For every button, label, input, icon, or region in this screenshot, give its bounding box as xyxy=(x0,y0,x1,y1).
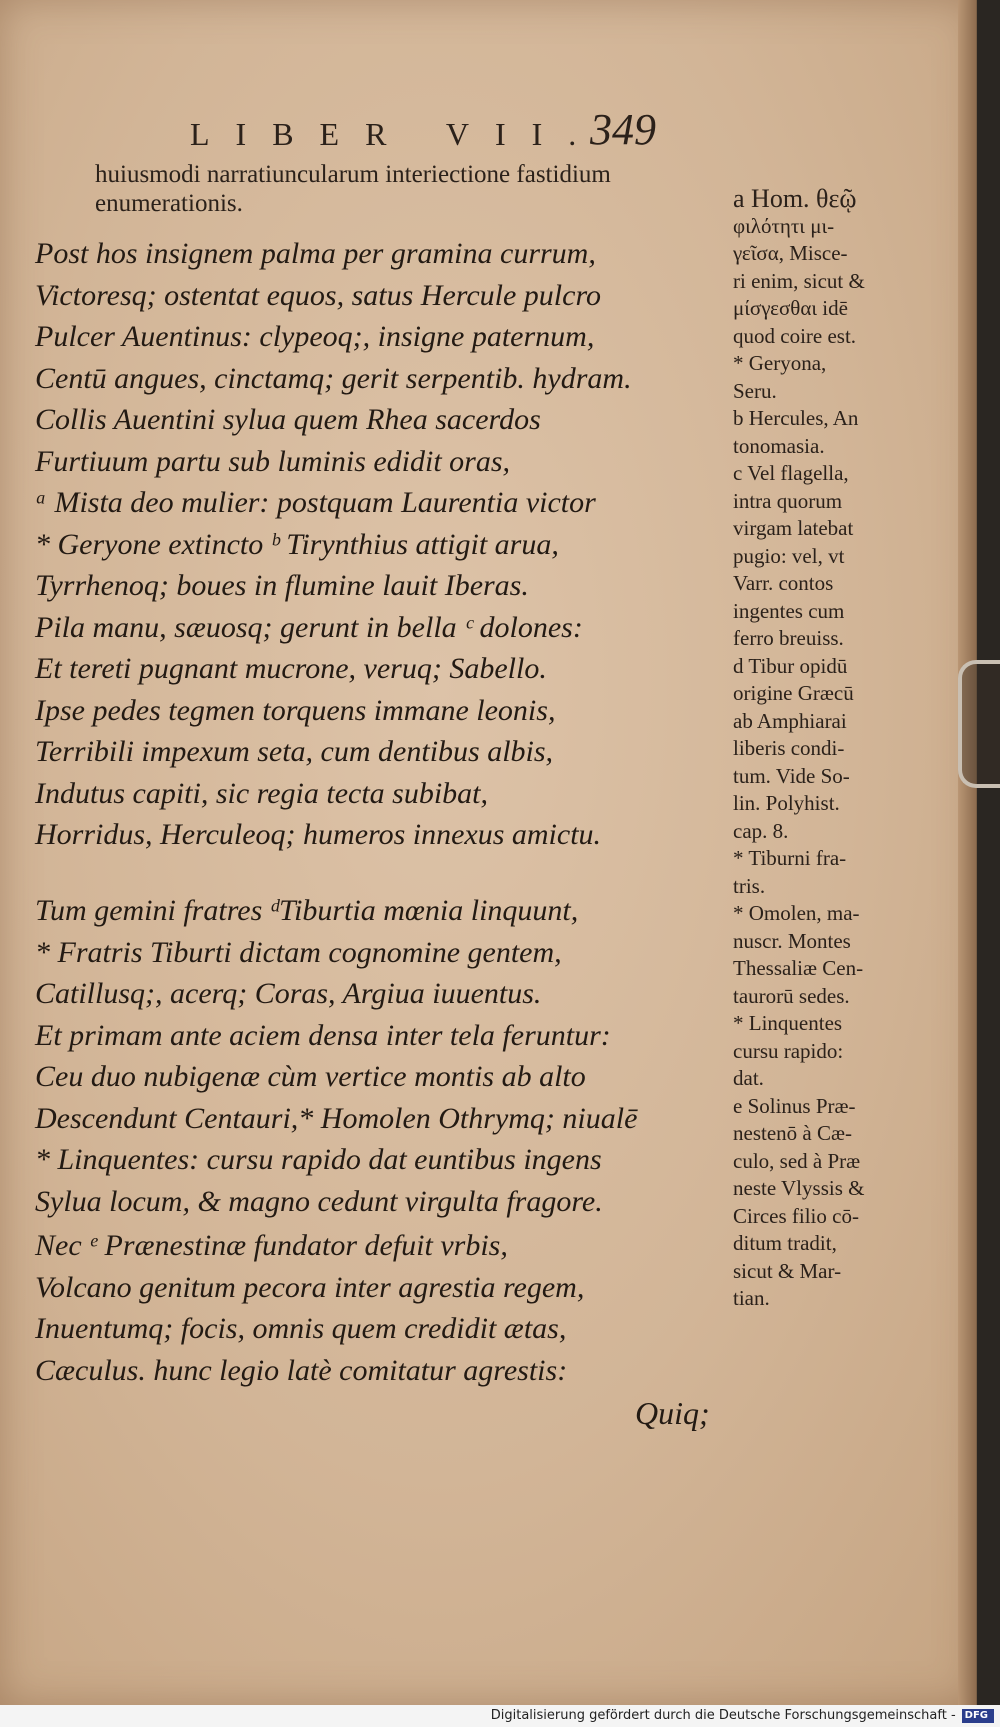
verse-line: Indutus capiti, sic regia tecta subibat, xyxy=(35,776,489,810)
verse-section-caeculus xyxy=(35,1225,735,1391)
marginal-note: intra quorum xyxy=(733,488,843,513)
dfg-logo: DFG xyxy=(962,1709,994,1723)
marginal-note: Varr. contos xyxy=(733,571,834,595)
catchword: Quiq; xyxy=(635,1395,710,1431)
intro-prose xyxy=(95,160,705,218)
marginal-note: * Omolen, ma- xyxy=(733,901,860,925)
marginal-note: * Geryona, xyxy=(733,351,827,375)
verse-line: Horridus, Herculeoq; humeros innexus amictu. xyxy=(35,818,602,851)
marginal-note: a Hom. θεῷ xyxy=(733,184,857,213)
verse-line: Catillusq;, acerq; Coras, Argiua iuuentus. xyxy=(35,977,542,1010)
verse-line: Pulcer Auentinus: clypeoq;, insigne paternum, xyxy=(35,320,595,353)
marginal-note: e Solinus Præ- xyxy=(733,1093,856,1118)
verse-line: * Fratris Tiburti dictam cognomine gentem, xyxy=(35,935,562,969)
verse-line: Et primam ante aciem densa inter tela feruntur: xyxy=(35,1018,611,1052)
verse-line: Ipse pedes tegmen torquens immane leonis, xyxy=(35,693,556,727)
marginal-note: tum. Vide So- xyxy=(733,763,850,788)
marginal-note: * Linquentes xyxy=(733,1011,843,1035)
verse-line: Collis Auentini sylua quem Rhea sacerdos xyxy=(35,403,541,436)
marginal-note: ditum tradit, xyxy=(733,1231,837,1255)
verse-line: Post hos insignem palma per gramina currum, xyxy=(35,237,596,270)
marginal-note: Circes filio cō- xyxy=(733,1203,859,1228)
verse-line: Ceu duo nubigenæ cùm vertice montis ab alto xyxy=(35,1060,586,1093)
marginal-note: pugio: vel, vt xyxy=(733,543,845,568)
marginal-note: φιλότητι μι- xyxy=(733,213,835,238)
marginal-note: c Vel flagella, xyxy=(733,461,849,485)
marginal-note: cursu rapido: xyxy=(733,1038,844,1063)
verse-line: Terribili impexum seta, cum dentibus albis, xyxy=(35,735,554,768)
marginal-note: tian. xyxy=(733,1286,770,1310)
marginal-note: ferro breuiss. xyxy=(733,626,844,650)
marginal-note: Thessaliæ Cen- xyxy=(733,956,864,980)
verse-line: Inuentumq; focis, omnis quem credidit ætas, xyxy=(35,1312,567,1345)
digitization-footer xyxy=(0,1705,1000,1727)
marginal-note: ri enim, sicut & xyxy=(733,268,865,293)
marginal-note: nuscr. Montes xyxy=(733,928,851,953)
marginal-note: tonomasia. xyxy=(733,433,825,458)
verse-line: Descendunt Centauri,* Homolen Othrymq; niualē xyxy=(35,1101,638,1135)
marginal-note: origine Græcū xyxy=(733,681,854,705)
verse-line: Sylua locum, & magno cedunt virgulta fragore. xyxy=(35,1184,603,1218)
verse-line: Et tereti pugnant mucrone, veruq; Sabello. xyxy=(35,652,547,685)
marginal-note: quod coire est. xyxy=(733,323,857,348)
marginal-note: ab Amphiarai xyxy=(733,708,847,733)
marginal-note: b Hercules, An xyxy=(733,406,859,430)
book-spine xyxy=(958,0,976,1705)
marginal-note: ingentes cum xyxy=(733,598,845,623)
page-header xyxy=(190,105,740,160)
verse-line: Victoresq; ostentat equos, satus Hercule pulcro xyxy=(35,278,602,312)
marginal-note: sicut & Mar- xyxy=(733,1258,842,1283)
marginal-note: γεῖσα, Misce- xyxy=(733,241,848,265)
verse-line: Tyrrhenoq; boues in flumine lauit Iberas. xyxy=(35,569,529,602)
verse-line: Centū angues, cinctamq; gerit serpentib. hydram. xyxy=(35,361,632,395)
marginal-note: taurorū sedes. xyxy=(733,983,850,1008)
marginal-note: neste Vlyssis & xyxy=(733,1176,865,1200)
verse-line: Cæculus. hunc legio latè comitatur agrestis: xyxy=(35,1353,568,1387)
intro-line: enumerationis. xyxy=(95,190,243,217)
verse-section-tiburtes xyxy=(35,890,735,1222)
verse-section-aventinus xyxy=(35,233,735,856)
verse-line: Nec ᵉ Prænestinæ fundator defuit vrbis, xyxy=(35,1229,508,1262)
marginal-note: Seru. xyxy=(733,378,777,403)
intro-line: huiusmodi narratiuncularum interiectione fastidium xyxy=(95,161,611,188)
marginal-note: tris. xyxy=(733,873,766,898)
marginal-note: * Tiburni fra- xyxy=(733,846,847,870)
marginal-note: dat. xyxy=(733,1066,764,1090)
marginal-note: lin. Polyhist. xyxy=(733,791,840,815)
verse-line: * Geryone extincto ᵇ Tirynthius attigit arua, xyxy=(35,527,559,561)
verse-line: * Linquentes: cursu rapido dat euntibus ingens xyxy=(35,1143,602,1176)
book-clasp xyxy=(958,660,1000,788)
running-head: LIBER VII. xyxy=(190,116,603,152)
verse-line: Furtiuum partu sub luminis edidit oras, xyxy=(35,444,511,478)
marginal-note: d Tibur opidū xyxy=(733,653,848,678)
footer-credit: Digitalisierung gefördert durch die Deutsche Forschungsgemeinschaft - xyxy=(490,1708,956,1723)
marginal-note: μίσγεσθαι idē xyxy=(733,296,848,320)
marginal-note: culo, sed à Præ xyxy=(733,1148,861,1173)
marginal-note: liberis condi- xyxy=(733,736,845,760)
verse-line: Tum gemini fratres ᵈTiburtia mœnia linquunt, xyxy=(35,894,579,927)
marginal-note: nestenō à Cæ- xyxy=(733,1121,852,1145)
verse-line: Pila manu, sæuosq; gerunt in bella ᶜ dolones: xyxy=(35,610,583,644)
marginal-note: cap. 8. xyxy=(733,818,789,843)
verse-line: Volcano genitum pecora inter agrestia regem, xyxy=(35,1270,585,1304)
marginal-notes xyxy=(733,185,953,1313)
verse-line: ᵃ Mista deo mulier: postquam Laurentia victor xyxy=(35,486,596,519)
page-number: 349 xyxy=(590,105,656,154)
marginal-note: virgam latebat xyxy=(733,516,854,540)
